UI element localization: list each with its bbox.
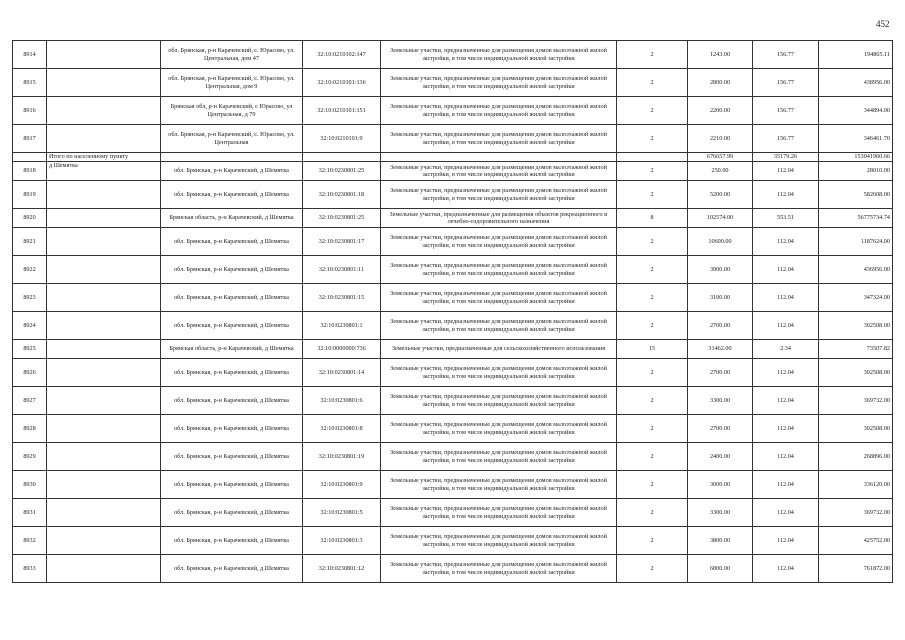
address-cell: обл. Брянская, р-н Карачевский, д Шемятка [161,228,303,256]
settlement-cell [47,284,161,312]
land-use-cell: Земельные участки, предназначенные для размещения объектов рекреационного и лечебно-оздоровительного назначения [381,209,617,228]
settlement-cell [47,69,161,97]
area-cell: 6800.00 [688,555,753,583]
row-number-cell: 8917 [13,125,47,153]
row-number-cell: 8918 [13,162,47,181]
subtotal-row [13,153,893,162]
area-cell: 3300.00 [688,387,753,415]
area-cell: 3100.00 [688,284,753,312]
area-cell: 5200.00 [688,181,753,209]
specific-value-cell: 112.04 [753,555,819,583]
specific-value-cell: 156.77 [753,69,819,97]
address-cell: Брянская область, р-н Карачевский, д Шемятка [161,340,303,359]
address-cell: обл. Брянская, р-н Карачевский, с. Юрасово, ул. Центральная [161,125,303,153]
row-number-cell: 8920 [13,209,47,228]
settlement-cell [47,256,161,284]
area-cell: 2700.00 [688,359,753,387]
area-cell: 2400.00 [688,443,753,471]
cadastral-value-cell: 302508.00 [819,312,893,340]
cadastral-number-cell: 32:10:0230801:25 [303,209,381,228]
subtotal-value: 153041960.66 [819,153,893,162]
table-row [13,415,893,443]
cadastral-value-cell: 73507.82 [819,340,893,359]
cadastral-value-cell: 28010.00 [819,162,893,181]
specific-value-cell: 112.04 [753,415,819,443]
area-cell: 250.00 [688,162,753,181]
cadastral-number-cell: 32:10:0210101:151 [303,97,381,125]
settlement-cell [47,555,161,583]
address-cell: обл. Брянская, р-н Карачевский, д Шемятка [161,415,303,443]
cadastral-number-cell: 32:10:0210101:9 [303,125,381,153]
land-use-cell: Земельные участки, предназначенные для размещения домов малоэтажной жилой застройки, в том числе индивидуальной жилой застройки [381,555,617,583]
cadastral-value-cell: 302508.00 [819,415,893,443]
group-code-cell: 2 [617,499,688,527]
row-number-cell: 8925 [13,340,47,359]
specific-value-cell: 112.04 [753,228,819,256]
group-code-cell: 2 [617,256,688,284]
area-cell: 3000.00 [688,471,753,499]
land-use-cell: Земельные участки, предназначенные для размещения домов малоэтажной жилой застройки, в том числе индивидуальной жилой застройки [381,228,617,256]
area-cell: 2700.00 [688,415,753,443]
table-row [13,41,893,69]
table-row [13,125,893,153]
address-cell: обл. Брянская, р-н Карачевский, д Шемятка [161,527,303,555]
table-row [13,555,893,583]
address-cell: обл. Брянская, р-н Карачевский, д Шемятка [161,499,303,527]
cadastral-number-cell: 32:10:0230801:12 [303,555,381,583]
settlement-cell [47,499,161,527]
cadastral-number-cell: 32:10:0230801:1 [303,312,381,340]
row-number-cell: 8915 [13,69,47,97]
group-code-cell: 2 [617,359,688,387]
land-use-cell: Земельные участки, предназначенные для размещения домов малоэтажной жилой застройки, в том числе индивидуальной жилой застройки [381,181,617,209]
group-code-cell: 2 [617,181,688,209]
land-use-cell: Земельные участки, предназначенные для сельскохозяйственного использования [381,340,617,359]
address-cell: обл. Брянская, р-н Карачевский, д Шемятка [161,555,303,583]
specific-value-cell: 112.04 [753,359,819,387]
specific-value-cell: 112.04 [753,256,819,284]
settlement-cell [47,471,161,499]
row-number-cell: 8930 [13,471,47,499]
row-number-cell: 8924 [13,312,47,340]
group-code-cell: 2 [617,443,688,471]
cadastral-number-cell: 32:10:0230801:8 [303,415,381,443]
settlement-cell [47,312,161,340]
cadastral-value-cell: 336120.00 [819,471,893,499]
cadastral-value-cell: 425752.00 [819,527,893,555]
address-cell: Брянская обл, р-н Карачевский, с Юрасово, ул Центральная, д 79 [161,97,303,125]
cadastral-number-cell: 32:10:0230801:5 [303,499,381,527]
table-body-upper [13,41,893,153]
subtotal-area: 676657.99 [688,153,753,162]
group-code-cell: 2 [617,162,688,181]
cadastral-number-cell: 32:10:0230801:25 [303,162,381,181]
table-row [13,312,893,340]
land-use-cell: Земельные участки, предназначенные для размещения домов малоэтажной жилой застройки, в том числе индивидуальной жилой застройки [381,359,617,387]
address-cell: обл. Брянская, р-н Карачевский, с. Юрасово, ул. Центральная, дом 9 [161,69,303,97]
row-number-cell: 8926 [13,359,47,387]
cadastral-value-cell: 344894.00 [819,97,893,125]
cadastral-number-cell: 32:10:0230801:6 [303,387,381,415]
table-row [13,340,893,359]
cadastral-value-table [12,40,893,583]
settlement-cell [47,41,161,69]
address-cell: обл. Брянская, р-н Карачевский, д Шемятка [161,181,303,209]
group-code-cell: 2 [617,69,688,97]
cadastral-value-cell: 268896.00 [819,443,893,471]
cadastral-number-cell: 32:10:0000000:736 [303,340,381,359]
area-cell: 2210.00 [688,125,753,153]
cadastral-number-cell: 32:10:0230801:11 [303,256,381,284]
specific-value-cell: 112.04 [753,499,819,527]
cadastral-value-cell: 761872.00 [819,555,893,583]
area-cell: 1243.00 [688,41,753,69]
settlement-cell [47,527,161,555]
settlement-cell [47,387,161,415]
specific-value-cell: 112.04 [753,443,819,471]
row-number-cell: 8922 [13,256,47,284]
table-row [13,499,893,527]
table-row [13,97,893,125]
specific-value-cell: 112.04 [753,471,819,499]
row-number-cell: 8914 [13,41,47,69]
table-row [13,359,893,387]
specific-value-cell: 112.04 [753,312,819,340]
settlement-cell [47,209,161,228]
table-row [13,228,893,256]
address-cell: обл. Брянская, р-н Карачевский, д Шемятка [161,312,303,340]
table-row [13,387,893,415]
land-use-cell: Земельные участки, предназначенные для размещения домов малоэтажной жилой застройки, в том числе индивидуальной жилой застройки [381,256,617,284]
table-row [13,256,893,284]
address-cell: обл. Брянская, р-н Карачевский, д Шемятка [161,256,303,284]
specific-value-cell: 112.04 [753,162,819,181]
cadastral-number-cell: 32:10:0230801:19 [303,443,381,471]
row-number-cell: 8931 [13,499,47,527]
group-code-cell: 2 [617,41,688,69]
specific-value-cell: 112.04 [753,284,819,312]
area-cell: 2700.00 [688,312,753,340]
cadastral-value-cell: 582608.00 [819,181,893,209]
cadastral-number-cell: 32:10:0230801:3 [303,527,381,555]
cadastral-value-cell: 438956.00 [819,69,893,97]
group-code-cell: 2 [617,312,688,340]
cadastral-value-cell: 347324.00 [819,284,893,312]
table-row [13,162,893,181]
table-row [13,284,893,312]
subtotal-label: Итого по населенному пункту [47,153,161,162]
cadastral-value-cell: 436956.00 [819,256,893,284]
settlement-cell: д Шемятка [47,162,161,181]
group-code-cell: 2 [617,228,688,256]
land-use-cell: Земельные участки, предназначенные для размещения домов малоэтажной жилой застройки, в том числе индивидуальной жилой застройки [381,97,617,125]
land-use-cell: Земельные участки, предназначенные для размещения домов малоэтажной жилой застройки, в том числе индивидуальной жилой застройки [381,499,617,527]
specific-value-cell: 112.04 [753,181,819,209]
settlement-cell [47,443,161,471]
table-row [13,69,893,97]
specific-value-cell: 156.77 [753,125,819,153]
subtotal-rate: 35179.26 [753,153,819,162]
cadastral-number-cell: 32:10:0230801:17 [303,228,381,256]
area-cell: 102574.00 [688,209,753,228]
specific-value-cell: 156.77 [753,41,819,69]
row-number-cell: 8928 [13,415,47,443]
cadastral-value-cell: 369732.00 [819,387,893,415]
group-code-cell: 2 [617,471,688,499]
row-number-cell: 8923 [13,284,47,312]
subtotal-section [13,153,893,162]
settlement-cell [47,181,161,209]
address-cell: обл. Брянская, р-н Карачевский, д Шемятка [161,284,303,312]
cadastral-number-cell: 32:10:0230801:14 [303,359,381,387]
cadastral-number-cell: 32:10:0210101:136 [303,69,381,97]
group-code-cell: 2 [617,97,688,125]
row-number-cell: 8921 [13,228,47,256]
cadastral-value-cell: 369732.00 [819,499,893,527]
settlement-cell [47,97,161,125]
land-use-cell: Земельные участки, предназначенные для размещения домов малоэтажной жилой застройки, в том числе индивидуальной жилой застройки [381,41,617,69]
land-use-cell: Земельные участки, предназначенные для размещения домов малоэтажной жилой застройки, в том числе индивидуальной жилой застройки [381,471,617,499]
cadastral-value-cell: 56775734.74 [819,209,893,228]
table-row [13,527,893,555]
address-cell: обл. Брянская, р-н Карачевский, д Шемятка [161,443,303,471]
land-use-cell: Земельные участки, предназначенные для размещения домов малоэтажной жилой застройки, в том числе индивидуальной жилой застройки [381,162,617,181]
group-code-cell: 2 [617,284,688,312]
area-cell: 10600.00 [688,228,753,256]
group-code-cell: 2 [617,527,688,555]
cadastral-value-cell: 1187624.00 [819,228,893,256]
settlement-cell [47,359,161,387]
land-use-cell: Земельные участки, предназначенные для размещения домов малоэтажной жилой застройки, в том числе индивидуальной жилой застройки [381,125,617,153]
address-cell: обл. Брянская, р-н Карачевский, с. Юрасово, ул. Центральная, дом 47 [161,41,303,69]
address-cell: обл. Брянская, р-н Карачевский, д Шемятка [161,471,303,499]
settlement-cell [47,228,161,256]
land-use-cell: Земельные участки, предназначенные для размещения домов малоэтажной жилой застройки, в том числе индивидуальной жилой застройки [381,69,617,97]
row-number-cell: 8916 [13,97,47,125]
row-number-cell: 8933 [13,555,47,583]
address-cell: обл. Брянская, р-н Карачевский, д Шемятка [161,359,303,387]
group-code-cell: 15 [617,340,688,359]
area-cell: 31462.00 [688,340,753,359]
area-cell: 2800.00 [688,69,753,97]
row-number-cell: 8927 [13,387,47,415]
land-use-cell: Земельные участки, предназначенные для размещения домов малоэтажной жилой застройки, в том числе индивидуальной жилой застройки [381,312,617,340]
cadastral-number-cell: 32:10:0210102:147 [303,41,381,69]
land-use-cell: Земельные участки, предназначенные для размещения домов малоэтажной жилой застройки, в том числе индивидуальной жилой застройки [381,527,617,555]
area-cell: 3300.00 [688,499,753,527]
settlement-cell [47,125,161,153]
specific-value-cell: 112.04 [753,387,819,415]
cadastral-number-cell: 32:10:0230801:9 [303,471,381,499]
address-cell: Брянская область, р-н Карачевский, д Шемятка [161,209,303,228]
group-code-cell: 2 [617,125,688,153]
row-number-cell: 8929 [13,443,47,471]
group-code-cell: 8 [617,209,688,228]
specific-value-cell: 553.51 [753,209,819,228]
page-number: 452 [876,19,890,29]
group-code-cell: 2 [617,387,688,415]
specific-value-cell: 2.34 [753,340,819,359]
land-use-cell: Земельные участки, предназначенные для размещения домов малоэтажной жилой застройки, в том числе индивидуальной жилой застройки [381,387,617,415]
table-row [13,471,893,499]
group-code-cell: 2 [617,555,688,583]
land-use-cell: Земельные участки, предназначенные для размещения домов малоэтажной жилой застройки, в том числе индивидуальной жилой застройки [381,415,617,443]
table-body-lower [13,162,893,583]
row-number-cell: 8919 [13,181,47,209]
land-use-cell: Земельные участки, предназначенные для размещения домов малоэтажной жилой застройки, в том числе индивидуальной жилой застройки [381,284,617,312]
cadastral-value-cell: 346461.70 [819,125,893,153]
settlement-cell [47,415,161,443]
table-row [13,443,893,471]
area-cell: 3800.00 [688,527,753,555]
specific-value-cell: 112.04 [753,527,819,555]
specific-value-cell: 156.77 [753,97,819,125]
settlement-cell [47,340,161,359]
cadastral-number-cell: 32:10:0230801:15 [303,284,381,312]
group-code-cell: 2 [617,415,688,443]
table-row [13,209,893,228]
address-cell: обл. Брянская, р-н Карачевский, д Шемятка [161,387,303,415]
area-cell: 3900.00 [688,256,753,284]
table-row [13,181,893,209]
land-use-cell: Земельные участки, предназначенные для размещения домов малоэтажной жилой застройки, в том числе индивидуальной жилой застройки [381,443,617,471]
address-cell: обл. Брянская, р-н Карачевский, д Шемятка [161,162,303,181]
cadastral-value-cell: 194865.11 [819,41,893,69]
cadastral-value-cell: 302508.00 [819,359,893,387]
row-number-cell: 8932 [13,527,47,555]
area-cell: 2200.00 [688,97,753,125]
cadastral-number-cell: 32:10:0230801:18 [303,181,381,209]
